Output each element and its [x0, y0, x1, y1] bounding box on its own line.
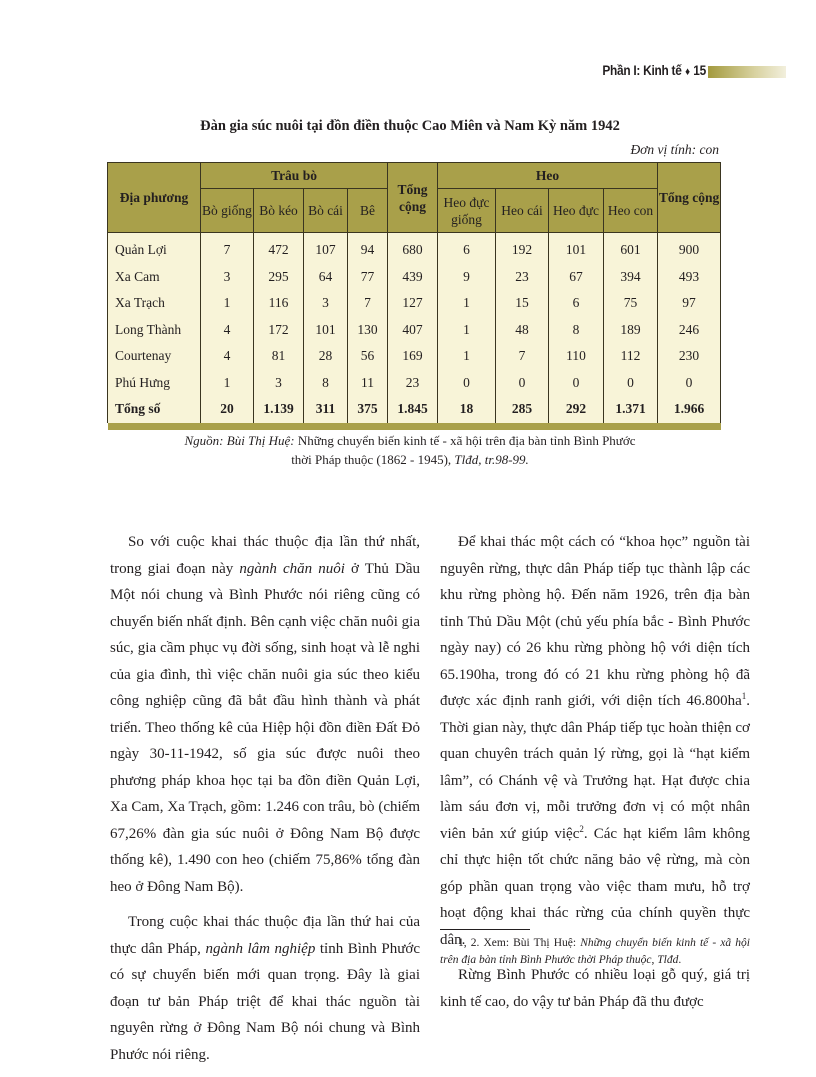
value-cell: 1.371: [604, 396, 658, 423]
diamond-icon: ♦: [685, 66, 690, 78]
page-number: 15: [693, 63, 706, 78]
location-cell: Tổng số: [108, 396, 201, 423]
value-cell: 1: [201, 370, 254, 397]
value-cell: 407: [388, 317, 438, 344]
value-cell: 81: [254, 343, 304, 370]
value-cell: 112: [604, 343, 658, 370]
value-cell: 101: [549, 233, 604, 264]
value-cell: 110: [549, 343, 604, 370]
header-location: Địa phương: [108, 163, 201, 233]
value-cell: 0: [549, 370, 604, 397]
location-cell: Long Thành: [108, 317, 201, 344]
value-cell: 493: [658, 264, 721, 291]
value-cell: 48: [496, 317, 549, 344]
location-cell: Xa Cam: [108, 264, 201, 291]
value-cell: 394: [604, 264, 658, 291]
value-cell: 101: [304, 317, 348, 344]
value-cell: 295: [254, 264, 304, 291]
paragraph: Rừng Bình Phước có nhiều loại gỗ quý, giá trị kinh tế cao, do vậy tư bản Pháp đã thu được: [440, 967, 750, 1010]
value-cell: 23: [496, 264, 549, 291]
header-total-pigs: Tổng cộng: [658, 163, 721, 233]
value-cell: 1: [438, 317, 496, 344]
value-cell: 472: [254, 233, 304, 264]
value-cell: 1.845: [388, 396, 438, 423]
header-group-cattle: Trâu bò: [201, 163, 388, 189]
header-group-pigs: Heo: [438, 163, 658, 189]
value-cell: 127: [388, 290, 438, 317]
text: 1, 2. Xem: Bùi Thị Huệ:: [458, 937, 581, 949]
value-cell: 64: [304, 264, 348, 291]
value-cell: 28: [304, 343, 348, 370]
livestock-table: [107, 162, 721, 430]
text: Trong cuộc khai thác thuộc địa lần thứ hai của thực dân Pháp,: [110, 914, 420, 957]
value-cell: 1.966: [658, 396, 721, 423]
value-cell: 4: [201, 317, 254, 344]
location-cell: Courtenay: [108, 343, 201, 370]
footnote-divider: [440, 929, 530, 930]
value-cell: 7: [348, 290, 388, 317]
text: So với cuộc khai thác thuộc địa lần thứ nhất, trong giai đoạn này: [110, 534, 420, 577]
value-cell: 75: [604, 290, 658, 317]
value-cell: 439: [388, 264, 438, 291]
value-cell: 20: [201, 396, 254, 423]
value-cell: 311: [304, 396, 348, 423]
source-ref: Tlđd, tr.98-99.: [454, 452, 529, 467]
value-cell: 601: [604, 233, 658, 264]
value-cell: 116: [254, 290, 304, 317]
value-cell: 192: [496, 233, 549, 264]
section-title: Phần I: Kinh tế: [602, 63, 682, 78]
value-cell: 0: [438, 370, 496, 397]
emphasis: ngành lâm nghiệp: [205, 940, 316, 957]
location-cell: Quản Lợi: [108, 233, 201, 264]
value-cell: 230: [658, 343, 721, 370]
value-cell: 1: [438, 343, 496, 370]
value-cell: 18: [438, 396, 496, 423]
value-cell: 189: [604, 317, 658, 344]
text: ,: [651, 954, 658, 966]
text: . Thời gian này, thực dân Pháp tiếp tục hoàn thiện cơ quan chuyên trách quản lý rừng, gọi là “hạt kiểm lâm”, có Chánh vệ và Trưởng hạt. Hạt được chia làm sáu đơn vị, mỗi trưởng đơn vị có một nhân viên bản xứ giúp việc: [440, 693, 750, 842]
value-cell: 11: [348, 370, 388, 397]
text: Để khai thác một cách có “khoa học” nguồn tài nguyên rừng, thực dân Pháp tiếp tục thành lập các khu rừng phòng hộ. Đến năm 1926, trên địa bàn tỉnh Thủ Dầu Một (chủ yếu phía bắc - Bình Phước ngày nay) có 26 khu rừng phòng hộ với diện tích 65.190ha, trong đó có 21 khu rừng phòng hộ đã được xác định ranh giới, với diện tích 46.800ha: [440, 534, 750, 709]
paragraph: [110, 909, 420, 1068]
text: ở Thủ Dầu Một nói chung và Bình Phước nói riêng cũng có chuyển biến nhất định. Bên cạnh việc chăn nuôi gia súc, gia cầm phục vụ đời sống, sinh hoạt và lễ nghi của gia đình, thì việc chăn nuôi gia súc theo kiểu công nghiệp cũng đã bắt đầu hình thành và phát triển. Theo thống kê của Hiệp hội đồn điền Đất Đỏ ngày 30-11-1942, số gia súc được nuôi theo phương pháp khoa học tại ba đồn điền Quản Lợi, Xa Cam, Xa Trạch, gồm: 1.246 con trâu, bò (chiếm 67,26% đàn gia súc nuôi ở Đông Nam Bộ được thống kê), 1.490 con heo (chiếm 75,86% tổng đàn heo ở Đông Nam Bộ).: [110, 560, 420, 895]
value-cell: 97: [658, 290, 721, 317]
value-cell: 7: [496, 343, 549, 370]
table-bottom-band: [108, 423, 721, 430]
header-pig-col: Heo con: [604, 189, 658, 233]
text: .: [678, 954, 682, 966]
value-cell: 94: [348, 233, 388, 264]
value-cell: 169: [388, 343, 438, 370]
value-cell: 8: [549, 317, 604, 344]
table-row: [108, 343, 721, 370]
header-pig-col: Heo đực: [549, 189, 604, 233]
emphasis: Tlđd: [657, 954, 679, 966]
source-text: thời Pháp thuộc (1862 - 1945),: [291, 452, 455, 467]
table-title: Đàn gia súc nuôi tại đồn điền thuộc Cao Miên và Nam Kỳ năm 1942: [200, 118, 620, 134]
paragraph: [110, 529, 420, 900]
value-cell: 3: [201, 264, 254, 291]
value-cell: 900: [658, 233, 721, 264]
table-row: [108, 370, 721, 397]
value-cell: 15: [496, 290, 549, 317]
value-cell: 285: [496, 396, 549, 423]
left-column: [110, 529, 420, 1077]
header-cattle-col: Bò giống: [201, 189, 254, 233]
header-cattle-col: Bê: [348, 189, 388, 233]
table-row: [108, 233, 721, 264]
value-cell: 9: [438, 264, 496, 291]
table-row: [108, 290, 721, 317]
table-row: [108, 264, 721, 291]
table-total-row: [108, 396, 721, 423]
value-cell: 246: [658, 317, 721, 344]
value-cell: 107: [304, 233, 348, 264]
value-cell: 8: [304, 370, 348, 397]
value-cell: 3: [304, 290, 348, 317]
source-author: Nguồn: Bùi Thị Huệ:: [184, 433, 295, 448]
text: . Các hạt kiểm lâm không chỉ thực hiện tốt chức năng bảo vệ rừng, mà còn góp phần quan trọng vào việc tham mưu, hỗ trợ hoạt động khai thác rừng của chính quyền thực dân.: [440, 825, 751, 948]
value-cell: 292: [549, 396, 604, 423]
value-cell: 1: [201, 290, 254, 317]
location-cell: Phú Hưng: [108, 370, 201, 397]
paragraph: [440, 529, 750, 953]
value-cell: 680: [388, 233, 438, 264]
value-cell: 7: [201, 233, 254, 264]
value-cell: 0: [658, 370, 721, 397]
value-cell: 4: [201, 343, 254, 370]
emphasis: Những chuyển biến kinh tế - xã hội trên địa bàn tỉnh Bình Phước thời Pháp thuộc: [440, 937, 750, 966]
emphasis: ngành chăn nuôi: [239, 560, 345, 577]
header-pig-col: Heo đực giống: [438, 189, 496, 233]
value-cell: 77: [348, 264, 388, 291]
table-unit: Đơn vị tính: con: [630, 142, 719, 157]
location-cell: Xa Trạch: [108, 290, 201, 317]
value-cell: 56: [348, 343, 388, 370]
value-cell: 67: [549, 264, 604, 291]
header-accent-bar: [708, 66, 786, 78]
header-cattle-col: Bò kéo: [254, 189, 304, 233]
value-cell: 130: [348, 317, 388, 344]
header-cattle-col: Bò cái: [304, 189, 348, 233]
value-cell: 23: [388, 370, 438, 397]
value-cell: 375: [348, 396, 388, 423]
table-row: [108, 317, 721, 344]
table-source: [100, 431, 720, 469]
header-pig-col: Heo cái: [496, 189, 549, 233]
footnote-ref[interactable]: 1: [741, 691, 747, 701]
value-cell: 1.139: [254, 396, 304, 423]
footnote: [440, 935, 750, 969]
text: tỉnh Bình Phước có sự chuyển biến mới quan trọng. Đây là giai đoạn tư bản Pháp triệt để khai thác nguồn tài nguyên rừng ở Đông Nam Bộ nói chung và Bình Phước nói riêng.: [110, 940, 420, 1063]
value-cell: 3: [254, 370, 304, 397]
value-cell: 6: [549, 290, 604, 317]
footnote-ref[interactable]: 2: [579, 823, 584, 834]
value-cell: 1: [438, 290, 496, 317]
value-cell: 172: [254, 317, 304, 344]
value-cell: 6: [438, 233, 496, 264]
running-header: [578, 63, 706, 78]
value-cell: 0: [604, 370, 658, 397]
source-text: Những chuyển biến kinh tế - xã hội trên địa bàn tỉnh Bình Phước: [294, 433, 636, 448]
value-cell: 0: [496, 370, 549, 397]
header-total-cattle: Tổng cộng: [388, 163, 438, 233]
